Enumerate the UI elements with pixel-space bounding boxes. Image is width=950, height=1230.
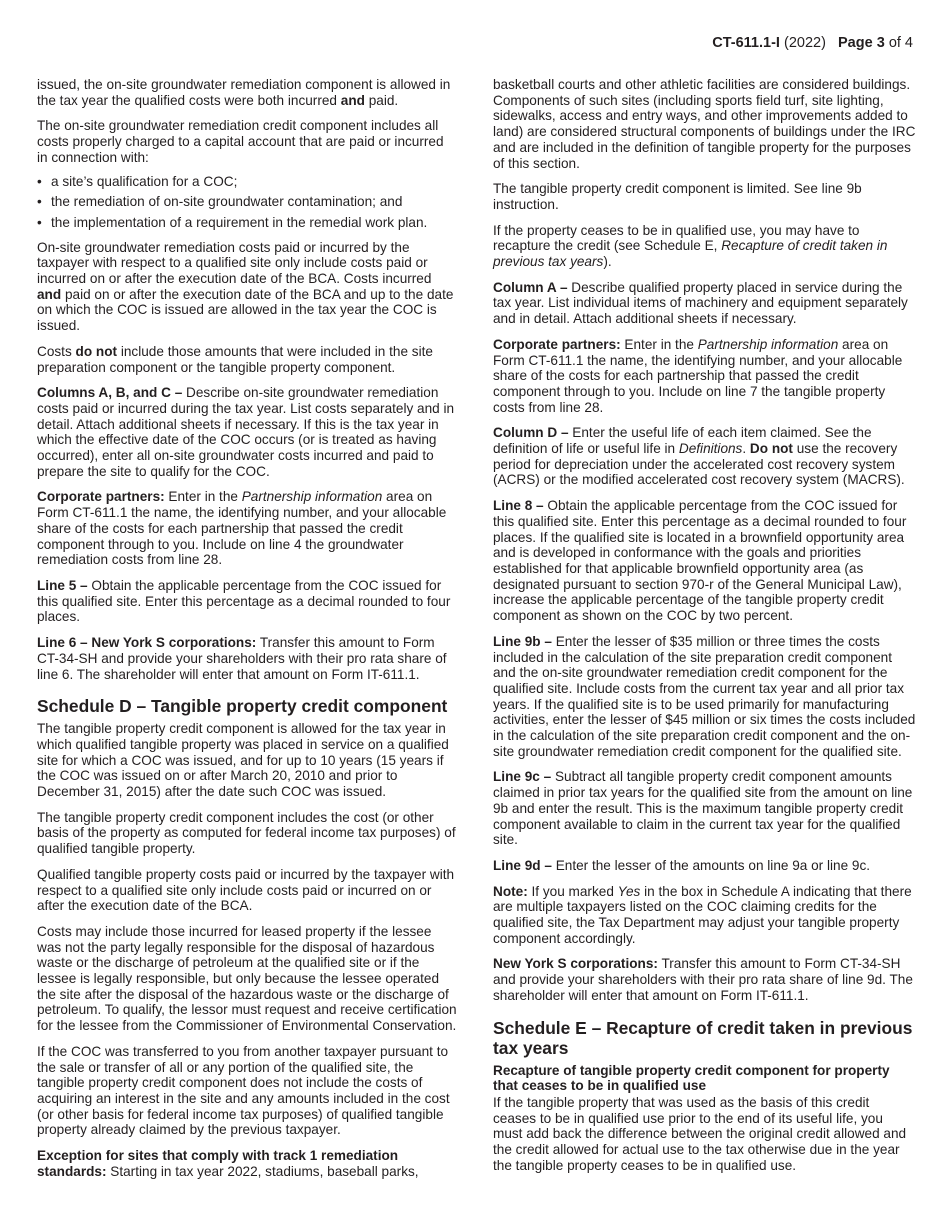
paragraph: Exception for sites that comply with track 1 remediation standards: Starting in tax year 2022, stadiums, baseball parks, [37,1148,419,1179]
paragraph: Line 8 – Obtain the applicable percentage from the COC issued for this qualified site. Enter this percentage as a decimal rounded to four places. If the qualified site is located in a brownfield opportunity area and is developed in conformance with the goals and priorities established for that applicable brownfield opportunity area (as designated pursuant to section 970-r of the General Municipal Law), increase the applicable percentage of the tangible property credit component as shown on the COC by two percent. [493,498,907,624]
page-total: of 4 [888,35,913,51]
list-item: • the implementation of a requirement in the remedial work plan. [37,215,457,231]
paragraph: Corporate partners: Enter in the Partnership information area on Form CT-611.1 the name, the identifying number, and your allocable share of the costs for each partnership that passed the credit component through to you. Include on line 4 the groundwater remediation costs from line 28. [37,489,447,568]
paragraph: New York S corporations: Transfer this amount to Form CT-34-SH and provide your shareholders with their pro rata share of line 9d. The shareholder will enter that amount on Form IT-611.1. [493,956,913,1003]
right-column [493,77,916,1183]
paragraph: Line 9c – Subtract all tangible property credit component amounts claimed in prior tax years for the qualified site from the amount on line 9b and enter the result. This is the maximum tangible property credit component available to claim in the current tax year for the qualified site. [493,769,913,848]
paragraph: Column D – Enter the useful life of each item claimed. See the definition of life or useful life in Definitions. Do not use the recovery period for depreciation under the accelerated cost recovery system (ACRS) or the modified accelerated cost recovery system (MACRS). [493,425,905,488]
paragraph: The tangible property credit component includes the cost (or other basis of the property as computed for federal income tax purposes) of qualified tangible property. [37,809,456,857]
paragraph: The tangible property credit component is limited. See line 9b instruction. [493,181,862,212]
page-header [712,34,913,52]
paragraph: If the COC was transferred to you from another taxpayer pursuant to the sale or transfer of all or any portion of the qualified site, the tangible property credit component does not include the costs of acquiring an interest in the site and any amounts included in the cost (or other basis for federal income tax purposes) of qualified tangible property already claimed by the previous taxpayer. [37,1043,450,1138]
recapture-subheading: Recapture of tangible property credit component for property that ceases to be in qualified use [493,1062,890,1094]
paragraph: Costs do not include those amounts that were included in the site preparation component or the tangible property component. [37,343,433,375]
paragraph: Line 9d – Enter the lesser of the amounts on line 9a or line 9c. [493,857,871,873]
paragraph: Line 9b – Enter the lesser of $35 million or three times the costs included in the calculation of the site preparation credit component and the on-site groundwater remediation credit component for the qualified site. Include costs from the current tax year and all prior tax years. If the qualified site is to be used primarily for manufacturing activities, enter the lesser of $45 million or six times the costs included in the calculation of the site preparation credit component and the on-site groundwater remediation credit component for the qualified site. [493,633,916,759]
left-column [37,77,457,1189]
paragraph: Note: If you marked Yes in the box in Schedule A indicating that there are multiple taxpayers listed on the COC claiming credits for the qualified site, the Tax Department may adjust your tangible property component accordingly. [493,883,912,946]
paragraph: Line 5 – Obtain the applicable percentage from the COC issued for this qualified site. Enter this percentage as a decimal rounded to four places. [37,577,451,625]
paragraph: The tangible property credit component is allowed for the tax year in which qualified tangible property was placed in service on a qualified site for which a COC was issued, and for up to 10 years (15 years if the COC was issued on or after March 20, 2010 and prior to December 31, 2015) after the date such COC was issued. [37,721,449,800]
paragraph: Costs may include those incurred for leased property if the lessee was not the party legally responsible for the disposal of hazardous waste or the discharge of petroleum at the qualified site or if the lessee is legally responsible, but only because the lessee operated the site after the disposal of the hazardous waste or the discharge of petroleum. To qualify, the lessor must request and receive certification for the lessee from the Commissioner of Environmental Conservation. [37,923,457,1034]
form-id: CT-611.1-I [712,35,780,51]
paragraph: Column A – Describe qualified property placed in service during the tax year. List individual items of machinery and equipment separately and in detail. Attach additional sheets if necessary. [493,279,908,327]
schedule-e-heading: Schedule E – Recapture of credit taken in previous tax years [493,1017,913,1058]
form-year: (2022) [783,35,826,51]
paragraph: issued, the on-site groundwater remediation component is allowed in the tax year the qualified costs were both incurred and paid. [37,77,451,108]
list-item: • the remediation of on-site groundwater contamination; and [37,194,457,210]
page-number: 3 [876,35,885,51]
paragraph: Columns A, B, and C – Describe on-site groundwater remediation costs paid or incurred during the tax year. List costs separately and in detail. Attach additional sheets if necessary. If this is the tax year in which the effective date of the COC occurs (or is treated as having occurred), enter all on-site groundwater costs incurred and paid to prepare the site to qualify for the COC. [37,385,455,479]
paragraph: If the tangible property that was used as the basis of this credit ceases to be in qualified use prior to the end of its useful life, you must add back the difference between the original credit allowed and the credit allowed for actual use to the tax otherwise due in the year the tangible property ceases to be in qualified use. [493,1094,907,1173]
paragraph: Qualified tangible property costs paid or incurred by the taxpayer with respect to a qualified site only include costs paid or incurred on or after the execution date of the BCA. [37,866,455,914]
paragraph: Line 6 – New York S corporations: Transfer this amount to Form CT-34-SH and provide your shareholders with their pro rata share of line 6. The shareholder will enter that amount on Form IT-611.1. [37,635,447,682]
paragraph: Corporate partners: Enter in the Partnership information area on Form CT-611.1 the name, the identifying number, and your allocable share of the costs for each partnership that passed the credit component through to you. Include on line 7 the tangible property costs from line 28. [493,336,903,415]
paragraph: On-site groundwater remediation costs paid or incurred by the taxpayer with respect to a qualified site only include costs paid or incurred on or after the execution date of the BCA. Costs incurred and paid on or after the execution date of the BCA and up to the date on which the COC is issued are allowed in the tax year the COC is issued. [37,239,454,334]
page-label: Page [838,35,873,51]
schedule-d-heading: Schedule D – Tangible property credit component [37,696,448,717]
paragraph: If the property ceases to be in qualified use, you may have to recapture the credit (see Schedule E, Recapture of credit taken in previous tax years). [493,222,888,270]
list-item: • a site’s qualification for a COC; [37,174,457,190]
bullet-list [37,174,457,231]
paragraph: basketball courts and other athletic facilities are considered buildings. Components of such sites (including sports field turf, site lighting, sidewalks, access and entry ways, and other improvements added to land) are considered structural components of buildings under the IRC and are included in the definition of tangible property for the purposes of this section. [493,77,916,171]
paragraph: The on-site groundwater remediation credit component includes all costs properly charged to a capital account that are paid or incurred in connection with: [37,118,444,165]
